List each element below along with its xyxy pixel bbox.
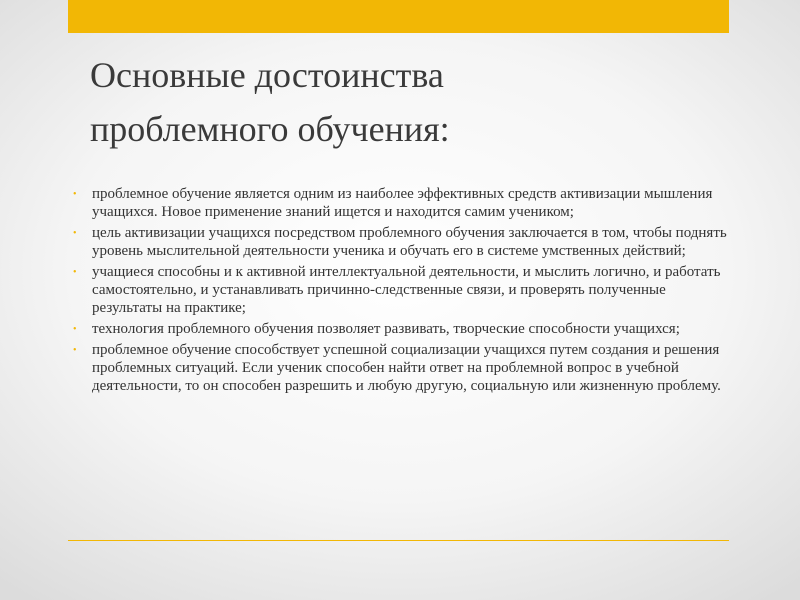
bottom-accent-line — [68, 540, 729, 541]
bullet-text: проблемное обучение является одним из наиболее эффективных средств активизации мышления учащихся. Новое применение знаний ищется и находится самим учеником; — [92, 186, 713, 220]
bullet-item — [70, 341, 735, 395]
bullet-list — [70, 185, 735, 398]
slide-title — [90, 48, 730, 156]
bullet-item — [70, 320, 735, 338]
bullet-dot-icon: • — [73, 228, 77, 239]
bullet-dot-icon: • — [73, 267, 77, 278]
bullet-item — [70, 224, 735, 260]
bullet-text: проблемное обучение способствует успешной социализации учащихся путем создания и решения проблемных ситуаций. Если ученик способен найти ответ на проблемной вопрос в учебной деятельности, то он способен разрешить и любую другую, социальную или жизненную проблему. — [92, 342, 721, 394]
bullet-item — [70, 263, 735, 317]
bullet-text: технология проблемного обучения позволяет развивать, творческие способности учащихся; — [92, 321, 680, 337]
bullet-text: цель активизации учащихся посредством проблемного обучения заключается в том, чтобы поднять уровень мыслительной деятельности ученика и обучать его в системе умственных действий; — [92, 225, 727, 259]
slide-title-line-2: проблемного обучения: — [90, 109, 450, 149]
bullet-item — [70, 185, 735, 221]
bullet-text: учащиеся способны и к активной интеллектуальной деятельности, и мыслить логично, и работать самостоятельно, и устанавливать причинно-следственные связи, и проверять полученные результаты на практике; — [92, 264, 721, 316]
slide-title-line-1: Основные достоинства — [90, 55, 444, 95]
bullet-dot-icon: • — [73, 324, 77, 335]
bullet-dot-icon: • — [73, 345, 77, 356]
top-accent-bar — [68, 0, 729, 33]
bullet-dot-icon: • — [73, 189, 77, 200]
